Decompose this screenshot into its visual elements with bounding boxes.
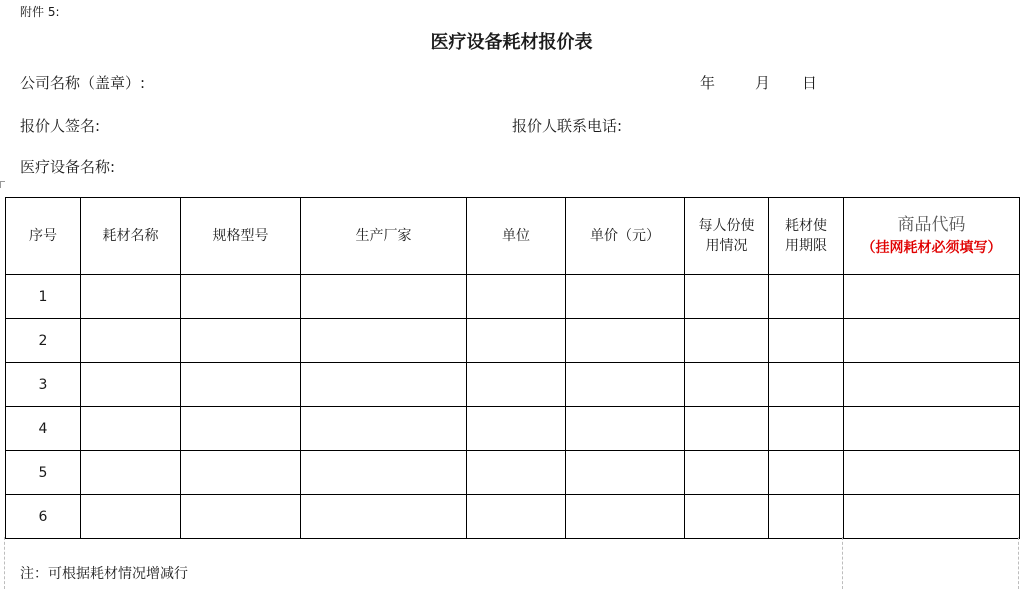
margin-marker [0,181,5,188]
attachment-label: 附件 5: [20,5,60,19]
product-code-label: 商品代码 [897,215,966,235]
row-seq-cell: 5 [6,451,81,495]
unit-cell[interactable] [467,451,566,495]
date-year-label: 年 [700,74,716,92]
header-manufacturer: 生产厂家 [301,198,467,275]
unit-cell[interactable] [467,319,566,363]
table-body [6,275,1020,539]
code-cell[interactable] [844,451,1020,495]
device-name-field: 医疗设备名称: [20,158,116,176]
header-product-code [844,198,1020,275]
page-guide-line [842,537,843,589]
header-usage-period [769,198,844,275]
price-cell[interactable] [566,319,685,363]
period-cell[interactable] [769,451,844,495]
unit-cell[interactable] [467,495,566,539]
maker-cell[interactable] [301,319,467,363]
contact-phone-field: 报价人联系电话: [512,117,623,135]
spec-cell[interactable] [181,495,301,539]
company-name-field: 公司名称（盖章）: [20,74,146,92]
maker-cell[interactable] [301,275,467,319]
date-field [700,72,817,93]
date-day-label: 日 [802,74,818,92]
table-row [6,319,1020,363]
row-seq-cell: 2 [6,319,81,363]
signer-field: 报价人签名: [20,117,101,135]
maker-cell[interactable] [301,407,467,451]
table-row [6,363,1020,407]
usage-cell[interactable] [685,451,769,495]
page-guide-line [4,537,5,589]
usage-cell[interactable] [685,275,769,319]
spec-cell[interactable] [181,319,301,363]
table-row [6,407,1020,451]
code-cell[interactable] [844,275,1020,319]
spec-cell[interactable] [181,407,301,451]
usage-cell[interactable] [685,363,769,407]
table-row [6,495,1020,539]
usage-cell[interactable] [685,407,769,451]
maker-cell[interactable] [301,363,467,407]
table-row [6,275,1020,319]
code-cell[interactable] [844,495,1020,539]
period-cell[interactable] [769,275,844,319]
required-note: （挂网耗材必须填写） [861,240,1002,256]
spec-cell[interactable] [181,451,301,495]
header-seq: 序号 [6,198,81,275]
row-seq-cell: 6 [6,495,81,539]
quotation-table [5,197,1020,539]
header-consumable-name: 耗材名称 [81,198,181,275]
price-cell[interactable] [566,495,685,539]
header-unit: 单位 [467,198,566,275]
footnote: 注：可根据耗材情况增减行 [20,566,188,582]
name-cell[interactable] [81,275,181,319]
code-cell[interactable] [844,319,1020,363]
period-cell[interactable] [769,363,844,407]
name-cell[interactable] [81,319,181,363]
price-cell[interactable] [566,451,685,495]
header-spec-model: 规格型号 [181,198,301,275]
row-seq-cell: 1 [6,275,81,319]
usage-cell[interactable] [685,495,769,539]
name-cell[interactable] [81,363,181,407]
period-cell[interactable] [769,407,844,451]
period-cell[interactable] [769,495,844,539]
period-label: 耗材使用期限 [785,218,827,254]
name-cell[interactable] [81,407,181,451]
code-cell[interactable] [844,363,1020,407]
table-row [6,451,1020,495]
price-cell[interactable] [566,407,685,451]
usage-cell[interactable] [685,319,769,363]
price-cell[interactable] [566,363,685,407]
usage-label: 每人份使用情况 [698,218,755,254]
unit-cell[interactable] [467,363,566,407]
row-seq-cell: 4 [6,407,81,451]
unit-cell[interactable] [467,275,566,319]
header-unit-price: 单价（元） [566,198,685,275]
date-month-label: 月 [755,74,771,92]
header-usage-per-person [685,198,769,275]
maker-cell[interactable] [301,451,467,495]
maker-cell[interactable] [301,495,467,539]
price-cell[interactable] [566,275,685,319]
page-guide-line [1018,537,1019,589]
name-cell[interactable] [81,451,181,495]
document-title: 医疗设备耗材报价表 [430,32,593,53]
period-cell[interactable] [769,319,844,363]
table-header-row [6,198,1020,275]
unit-cell[interactable] [467,407,566,451]
code-cell[interactable] [844,407,1020,451]
name-cell[interactable] [81,495,181,539]
spec-cell[interactable] [181,275,301,319]
row-seq-cell: 3 [6,363,81,407]
spec-cell[interactable] [181,363,301,407]
